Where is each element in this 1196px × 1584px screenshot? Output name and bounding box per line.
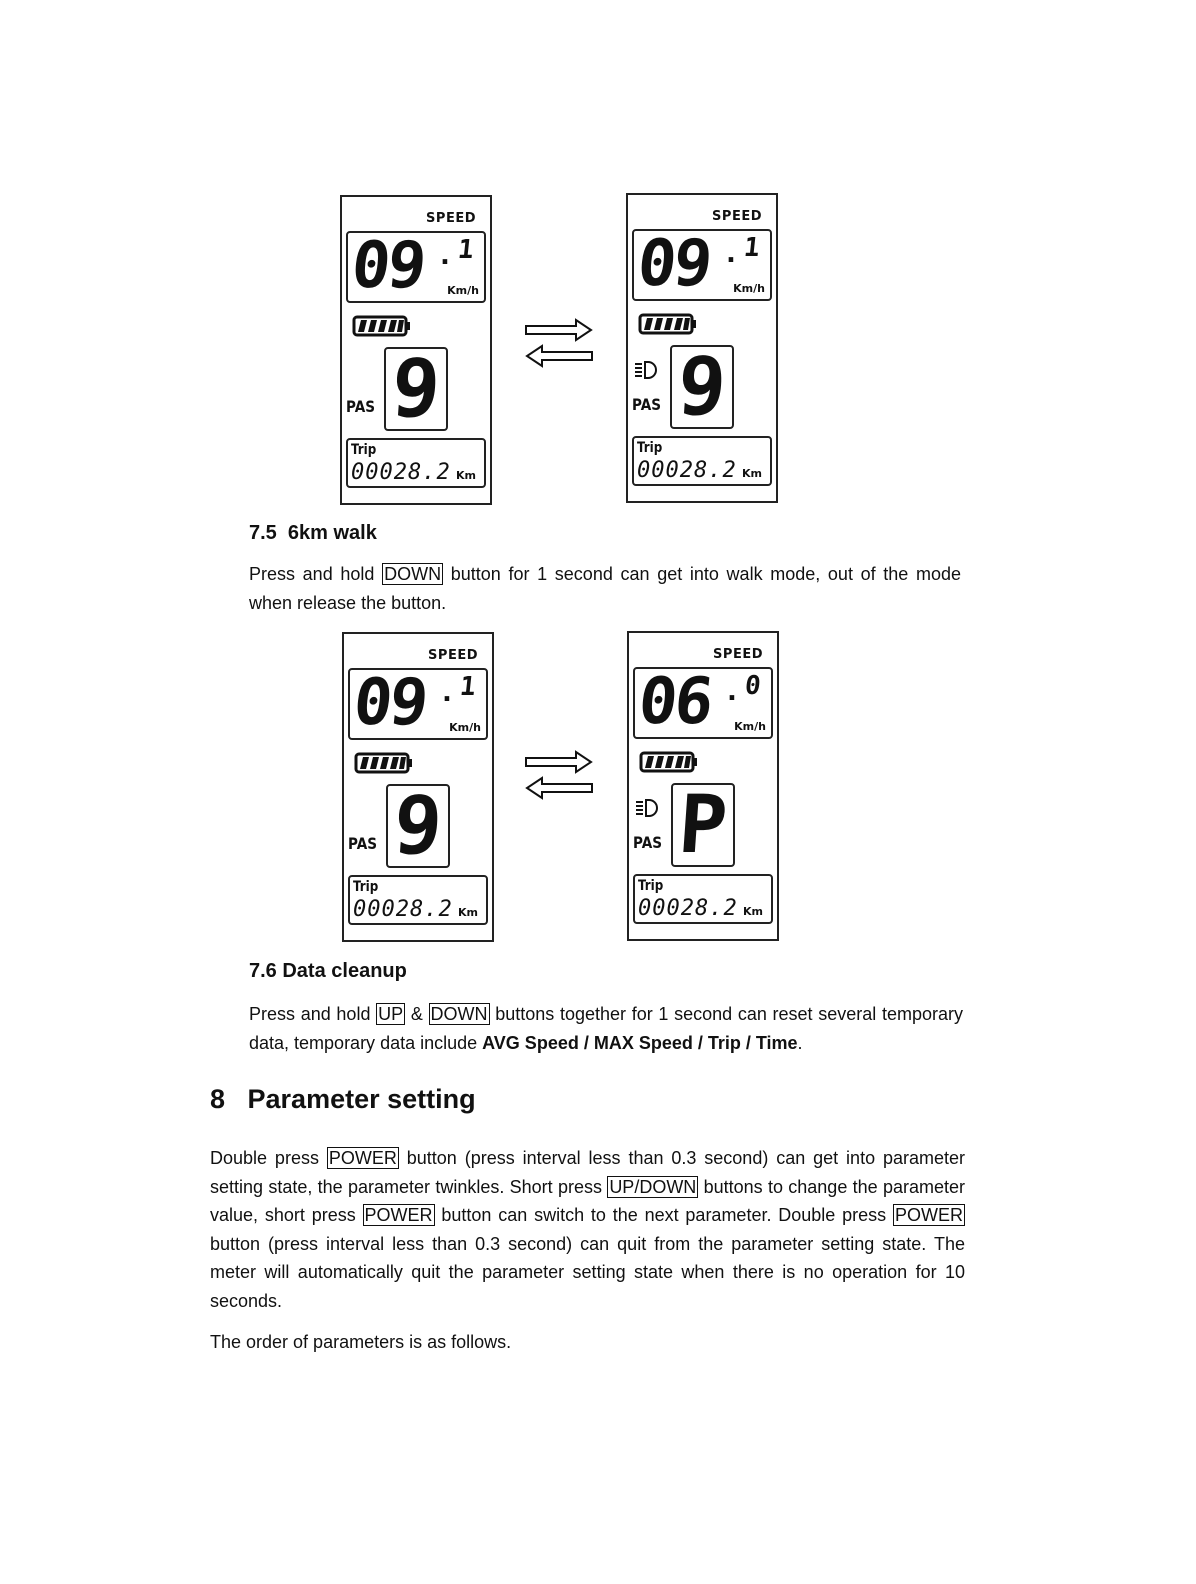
section-8-text — [210, 1144, 965, 1315]
speed-value: 09 — [634, 227, 713, 301]
key-power: POWER — [364, 1205, 433, 1225]
text-run: buttons to change the parameter value, short press — [210, 1176, 965, 1225]
section-7-6-heading: 7.6 Data cleanup — [249, 960, 407, 982]
pas-value: P — [675, 778, 731, 871]
trip-unit: Km — [743, 905, 763, 918]
pas-box — [384, 342, 448, 435]
battery-icon — [639, 751, 699, 773]
speed-decimal: 1 — [742, 233, 762, 263]
pas-value: 9 — [674, 340, 730, 433]
speed-box — [348, 668, 488, 740]
trip-unit: Km — [742, 467, 762, 480]
trip-value: 00028.2 — [638, 896, 738, 921]
trip-label: Trip — [353, 879, 379, 895]
decimal-point: . — [726, 239, 736, 269]
trip-label: Trip — [637, 440, 663, 456]
speed-unit: Km/h — [447, 284, 479, 297]
section-7-6-text — [249, 1000, 963, 1057]
speed-value: 09 — [350, 666, 429, 740]
text-run: Press and hold — [249, 1004, 377, 1024]
trip-value: 00028.2 — [637, 458, 737, 483]
speed-label: SPEED — [428, 648, 478, 663]
battery-icon — [352, 315, 412, 337]
pas-value: 9 — [390, 779, 446, 872]
lcd-display-4 — [627, 631, 779, 941]
text-run: button (press interval less than 0.3 second) can quit from the parameter setting state. The meter will automatically quit the parameter setting state when there is no operation for 10 seconds. — [210, 1233, 965, 1311]
speed-value: 09 — [348, 229, 427, 303]
trip-unit: Km — [458, 906, 478, 919]
speed-decimal: 0 — [743, 671, 763, 701]
switch-arrows-icon — [524, 318, 594, 368]
section-8-heading: 8 Parameter setting — [210, 1084, 476, 1114]
speed-decimal: 1 — [456, 235, 476, 265]
battery-icon — [638, 313, 698, 335]
speed-unit: Km/h — [449, 721, 481, 734]
key-down: DOWN — [430, 1004, 488, 1024]
pas-box — [671, 778, 735, 871]
pas-label: PAS — [348, 834, 378, 853]
speed-box — [346, 231, 486, 303]
speed-decimal: 1 — [458, 672, 478, 702]
headlight-icon — [635, 798, 659, 818]
speed-label: SPEED — [426, 211, 476, 226]
pas-label: PAS — [346, 397, 376, 416]
decimal-point: . — [727, 677, 737, 707]
battery-icon — [354, 752, 414, 774]
text-run: button (press interval less than 0.3 second) can get into parameter setting state, the parameter twinkles. Short press — [210, 1148, 966, 1197]
speed-unit: Km/h — [733, 282, 765, 295]
text-run: . — [797, 1032, 803, 1053]
trip-unit: Km — [456, 469, 476, 482]
speed-label: SPEED — [712, 209, 762, 224]
headlight-icon — [634, 360, 658, 380]
trip-box — [348, 875, 488, 925]
decimal-point: . — [442, 678, 452, 708]
speed-label: SPEED — [713, 647, 763, 662]
key-up-down: UP/DOWN — [609, 1176, 697, 1197]
trip-box — [633, 874, 773, 924]
pas-box — [386, 779, 450, 872]
trip-value: 00028.2 — [353, 897, 453, 922]
lcd-display-1 — [340, 195, 492, 505]
text-run: & — [405, 1004, 429, 1024]
pas-value: 9 — [388, 342, 444, 435]
text-run: button can switch to the next parameter. Double press — [434, 1205, 893, 1225]
speed-value: 06 — [635, 665, 714, 739]
trip-box — [632, 436, 772, 486]
key-down: DOWN — [384, 564, 442, 584]
speed-box — [633, 667, 773, 739]
text-run: button for 1 second can get into walk mode, out of the mode when release the button. — [249, 564, 961, 613]
decimal-point: . — [440, 241, 450, 271]
trip-value: 00028.2 — [351, 460, 451, 485]
speed-box — [632, 229, 772, 301]
section-7-5-heading: 7.5 6km walk — [249, 522, 377, 544]
parameter-order-text: The order of parameters is as follows. — [210, 1332, 512, 1352]
pas-label: PAS — [633, 833, 663, 852]
bold-terms: AVG Speed / MAX Speed / Trip / Time — [482, 1032, 798, 1053]
trip-label: Trip — [638, 878, 664, 894]
key-up: UP — [378, 1004, 404, 1024]
pas-label: PAS — [632, 395, 662, 414]
text-run: Press and hold — [249, 564, 383, 584]
text-run: Double press — [210, 1148, 327, 1168]
speed-unit: Km/h — [734, 720, 766, 733]
section-7-5-text — [249, 560, 961, 617]
key-power: POWER — [894, 1205, 963, 1225]
key-power: POWER — [328, 1148, 397, 1168]
text-run: buttons together for 1 second can reset several temporary data, temporary data include — [249, 1004, 963, 1053]
pas-box — [670, 340, 734, 433]
lcd-display-3 — [342, 632, 494, 942]
trip-box — [346, 438, 486, 488]
lcd-display-2 — [626, 193, 778, 503]
switch-arrows-icon — [524, 750, 594, 800]
trip-label: Trip — [351, 442, 377, 458]
